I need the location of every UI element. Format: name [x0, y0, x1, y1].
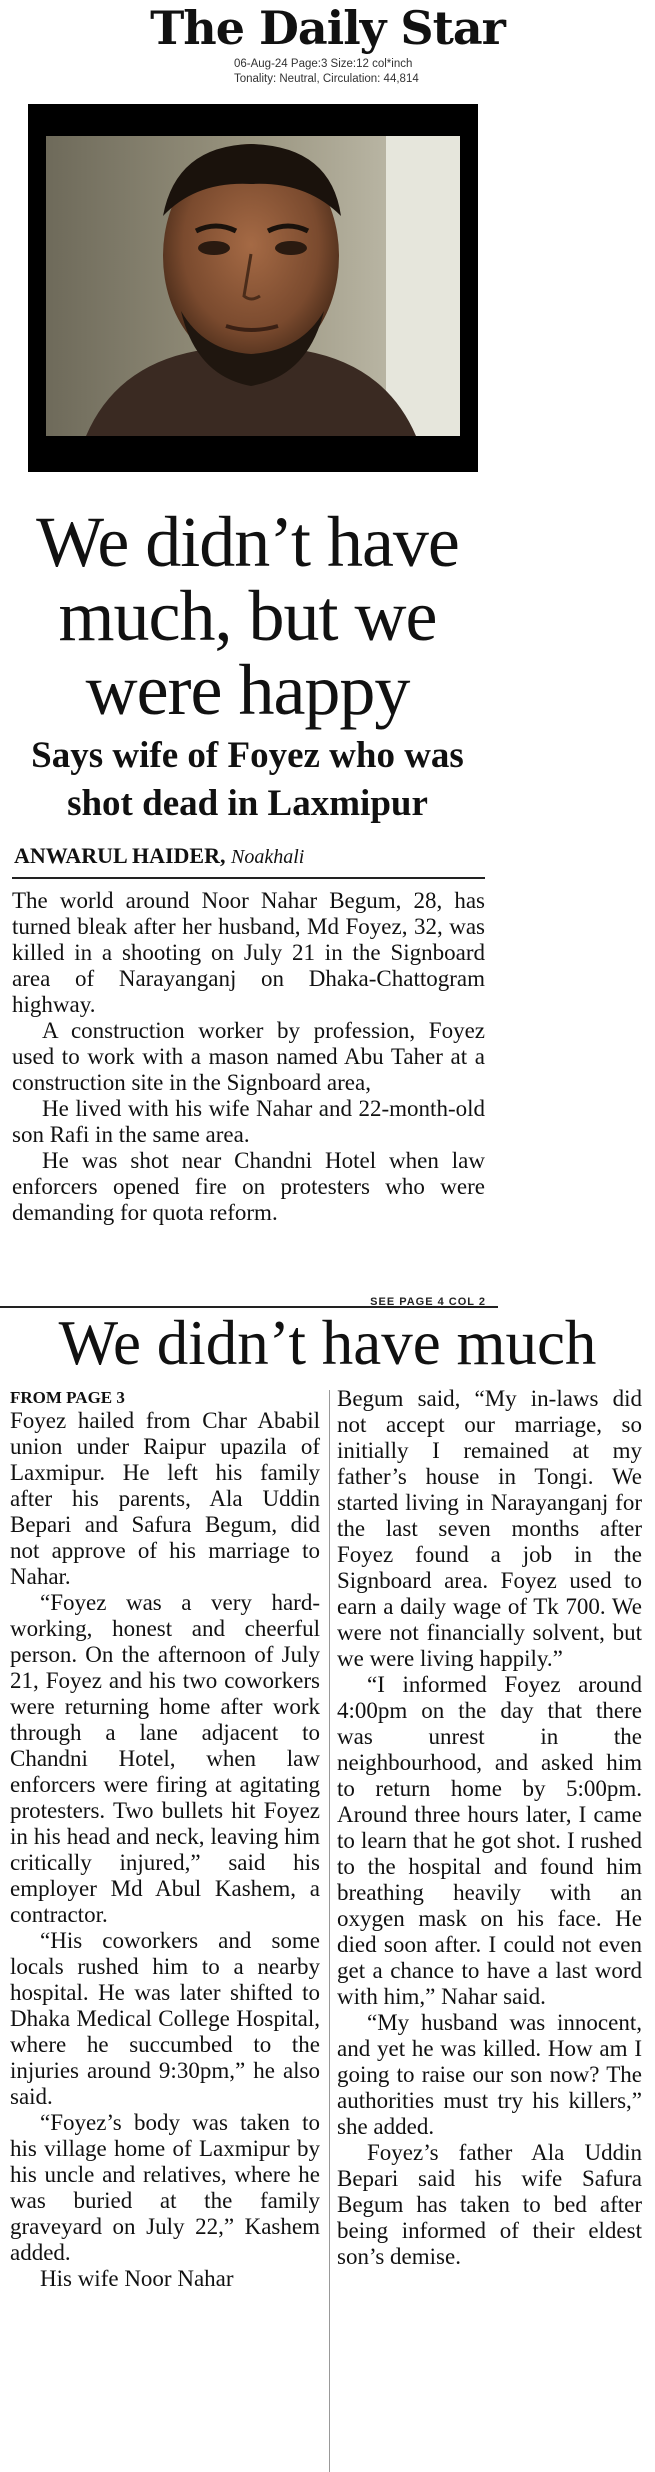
- byline-rule: [12, 877, 485, 879]
- clipping-meta-line-1: 06-Aug-24 Page:3 Size:12 col*inch: [234, 58, 413, 70]
- byline: [14, 843, 304, 869]
- from-page-label: FROM PAGE 3: [10, 1388, 125, 1407]
- article-photo: [28, 104, 478, 472]
- column-paragraph: “His coworkers and some locals rushed him to a nearby hospital. He was later shifted to Dhaka Medical College Hospital, where he succumbed to the injuries around 9:30pm,” he also said.: [10, 1928, 320, 2109]
- column-paragraph: Begum said, “My in-laws did not accept our marriage, so initially I remained at my father’s house in Tongi. We started living in Narayanganj for the last seven months after Foyez found a job in the Signboard area. Foyez used to earn a daily wage of Tk 700. We were not financially solvent, but we were living happily.”: [337, 1386, 642, 1671]
- masthead: [0, 0, 655, 100]
- continuation-column-2: [337, 1386, 642, 2270]
- article-headline: We didn’t have much, but we were happy: [36, 502, 459, 730]
- newspaper-logo: The Daily Star: [150, 1, 505, 55]
- byline-location: Noakhali: [230, 846, 305, 868]
- byline-author: ANWARUL HAIDER,: [14, 843, 226, 868]
- article-paragraph: A construction worker by profession, Foyez used to work with a mason named Abu Taher at a construction site in the Signboard area,: [12, 1018, 485, 1095]
- continuation-headline: We didn’t have much: [58, 1308, 597, 1378]
- article-paragraph: The world around Noor Nahar Begum, 28, has turned bleak after her husband, Md Foyez, 32, was killed in a shooting on July 21 in the Signboard area of Narayanganj on Dhaka-Chattogram highway.: [12, 888, 485, 1017]
- column-paragraph: Foyez’s father Ala Uddin Bepari said his wife Safura Begum has taken to bed after being informed of their eldest son’s demise.: [337, 2140, 642, 2269]
- clipping-meta-line-2: Tonality: Neutral, Circulation: 44,814: [234, 73, 419, 85]
- column-paragraph: “My husband was innocent, and yet he was killed. How am I going to raise our son now? The authorities must try his killers,” she added.: [337, 2010, 642, 2139]
- jump-line: SEE PAGE 4 COL 2: [370, 1296, 486, 1305]
- article-paragraph: He was shot near Chandni Hotel when law enforcers opened fire on protesters who were demanding for quota reform.: [12, 1148, 485, 1225]
- column-divider: [329, 1390, 330, 2472]
- article-subheadline: Says wife of Foyez who was shot dead in Laxmipur: [31, 735, 464, 824]
- column-paragraph: “Foyez was a very hard-working, honest and cheerful person. On the afternoon of July 21, Foyez and his two coworkers were returning home after work through a lane adjacent to Chandni Hotel, when law enforcers were firing at agitating protesters. Two bullets hit Foyez in his head and neck, leaving him critically injured,” said his employer Md Abul Kashem, a contractor.: [10, 1590, 320, 1927]
- column-paragraph: His wife Noor Nahar: [40, 2266, 234, 2291]
- article-paragraph: He lived with his wife Nahar and 22-month-old son Rafi in the same area.: [12, 1096, 485, 1147]
- column-paragraph: Foyez hailed from Char Ababil union under Raipur upazila of Laxmipur. He left his family after his parents, Ala Uddin Bepari and Safura Begum, did not approve of his marriage to Nahar.: [10, 1408, 320, 1589]
- column-paragraph: “I informed Foyez around 4:00pm on the day that there was unrest in the neighbourhood, and asked him to return home by 5:00pm. Around three hours later, I came to learn that he got shot. I rushed to the hospital and found him breathing heavily with an oxygen mask on his face. He died soon after. I could not even get a chance to have a last word with him,” Nahar said.: [337, 1672, 642, 2009]
- article-body: [12, 888, 485, 1226]
- continuation-column-1: [10, 1408, 320, 2292]
- column-paragraph: “Foyez’s body was taken to his village home of Laxmipur by his uncle and relatives, where he was buried at the family graveyard on July 22,” Kashem added.: [10, 2110, 320, 2265]
- portrait-photo-icon: [46, 136, 460, 436]
